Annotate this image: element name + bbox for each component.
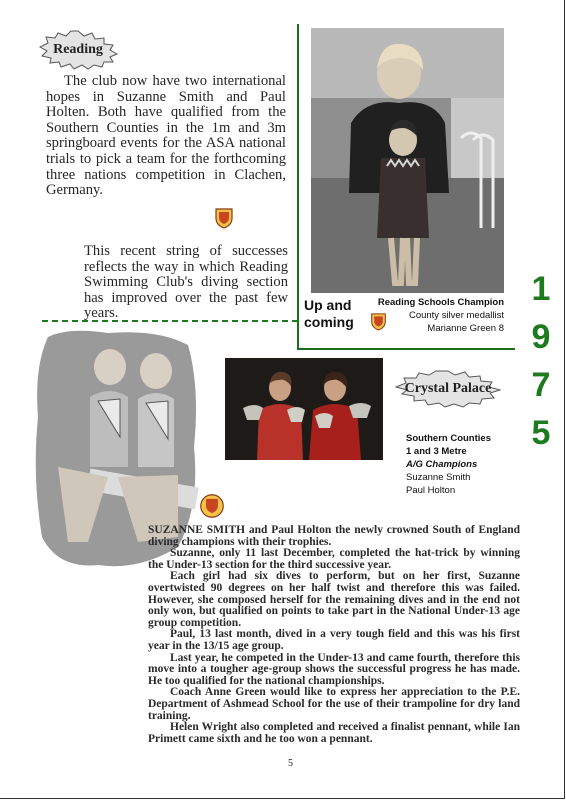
green-vertical-rule xyxy=(297,24,299,350)
marianne-green-photo xyxy=(311,28,504,293)
sc-line-4: Suzanne Smith xyxy=(406,472,471,483)
article-paragraph-6: Coach Anne Green would like to express her appreciation to the P.E. Department of Ashmead School for the use of their trampoline for dry land training. xyxy=(148,686,520,722)
reading-intro-text xyxy=(46,74,286,209)
year-digit-1: 1 xyxy=(531,270,551,308)
crystal-palace-badge-label: Crystal Palace xyxy=(404,381,492,396)
caption-line-2: County silver medallist xyxy=(408,310,504,321)
green-dashed-divider xyxy=(42,320,298,322)
sc-line-1: Southern Counties xyxy=(406,433,491,444)
reading-badge-label: Reading xyxy=(53,42,103,57)
club-crest-icon-article xyxy=(200,493,224,519)
southern-counties-caption xyxy=(406,432,491,497)
article-paragraph-3: Each girl had six dives to perform, but on her first, Suzanne overtwisted 90 degrees on her half twist and therefore this was failed. However, she composed herself for the remaining dives and in the end not only won, but qualified on points to take part in the National Under-13 age group competition. xyxy=(148,570,520,629)
page-number: 5 xyxy=(288,758,293,769)
reading-string-text xyxy=(84,244,288,322)
up-and-coming-line-1: Up and xyxy=(304,297,352,313)
caption-line-3: Marianne Green 8 xyxy=(427,323,504,334)
year-digit-4: 5 xyxy=(531,414,551,452)
club-crest-icon xyxy=(214,207,234,229)
reading-string-paragraph: This recent string of successes reflects the way in which Reading Swimming Club's diving section has improved over the past few years. xyxy=(84,243,288,322)
article-paragraph-5: Last year, he competed in the Under-13 and came fourth, therefore this move into a tougher age-group shows the successful progress he has made. He too qualified for the national championships. xyxy=(148,651,520,687)
year-digit-3: 7 xyxy=(531,366,551,404)
sc-line-3: A/G Champions xyxy=(406,459,478,470)
reading-badge xyxy=(38,30,118,70)
article-text xyxy=(148,525,520,745)
article-paragraph-7: Helen Wright also completed and received a finalist pennant, while Ian Primett came sixth and he too won a pennant. xyxy=(148,721,520,745)
up-and-coming-line-2: coming xyxy=(304,314,354,330)
trophy-winners-photo xyxy=(225,358,383,460)
up-and-coming-title xyxy=(304,297,354,331)
article-paragraph-2: Suzanne, only 11 last December, completed the hat-trick by winning the Under-13 section for the third successive year. xyxy=(148,547,520,571)
marianne-caption xyxy=(370,296,504,335)
sc-line-5: Paul Holton xyxy=(406,485,456,496)
article-paragraph-4: Paul, 13 last month, dived in a very tough field and this was his first year in the 13/15 age group. xyxy=(148,628,520,652)
reading-intro-paragraph: The club now have two international hopes in Suzanne Smith and Paul Holten. Both have qualified from the Southern Counties in the 1m and 3m springboard events for the ASA national trials to pick a team for the forthcoming three nations competition in Clachen, Germany. xyxy=(46,73,286,199)
sc-line-2: 1 and 3 Metre xyxy=(406,446,467,457)
article-paragraph-1: SUZANNE SMITH and Paul Holton the newly crowned South of England diving champions with their trophies. xyxy=(148,524,520,548)
year-digit-2: 9 xyxy=(531,318,551,356)
caption-line-1: Reading Schools Champion xyxy=(377,297,504,308)
green-horizontal-rule xyxy=(297,348,515,350)
crystal-palace-badge xyxy=(395,370,501,408)
